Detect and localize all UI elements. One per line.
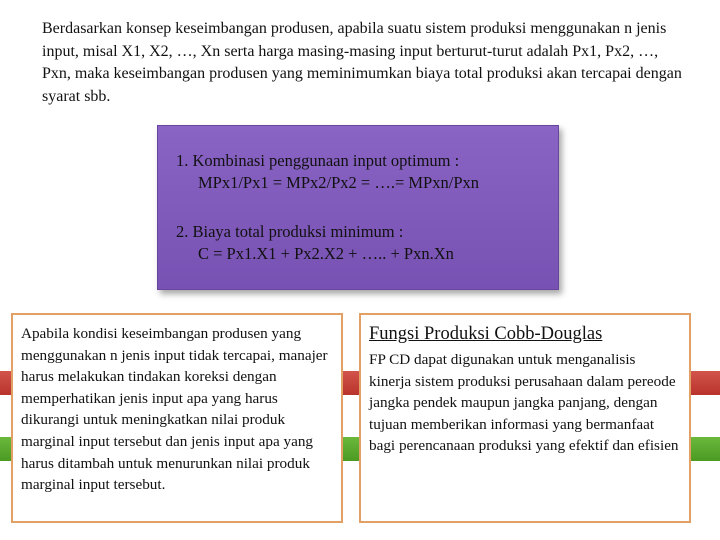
decor-red-bar-right: [690, 371, 720, 395]
condition-2-title: 2. Biaya total produksi minimum :: [176, 222, 404, 241]
cobb-douglas-title: Fungsi Produksi Cobb-Douglas: [369, 324, 603, 344]
condition-item-1: [176, 150, 479, 194]
decor-green-bar-right: [690, 437, 720, 461]
condition-1-title: 1. Kombinasi penggunaan input optimum :: [176, 151, 460, 170]
conditions-box: [157, 125, 559, 290]
correction-text: Apabila kondisi keseimbangan produsen yang menggunakan n jenis input tidak tercapai, manajer harus melakukan tindakan koreksi dengan memperhatikan jenis input apa yang harus dikurangi untuk meningkatkan nilai produk marginal input tersebut dan jenis input apa yang harus ditambah untuk menurunkan nilai produk marginal input tersebut.: [21, 325, 328, 494]
condition-1-formula: MPx1/Px1 = MPx2/Px2 = ….= MPxn/Pxn: [198, 173, 479, 192]
intro-text: Berdasarkan konsep keseimbangan produsen, apabila suatu sistem produksi menggunakan n jenis input, misal X1, X2, …, Xn serta harga masing-masing input berturut-turut adalah Px1, Px2, …, Pxn, maka keseimbangan produsen yang meminimumkan biaya total produksi akan tercapai dengan syarat sbb.: [42, 20, 682, 105]
intro-paragraph: [42, 18, 682, 108]
cobb-douglas-text: FP CD dapat digunakan untuk menganalisis kinerja sistem produksi perusahaan dalam pereode jangka pendek maupun jangka panjang, dengan tujuan memberikan informasi yang bermanfaat bagi perencanaan produksi yang efektif dan efisien: [369, 351, 679, 455]
cobb-douglas-box: [359, 313, 691, 523]
condition-2-formula: C = Px1.X1 + Px2.X2 + ….. + Pxn.Xn: [198, 244, 454, 263]
condition-item-2: [176, 221, 454, 265]
correction-box: [11, 313, 343, 523]
